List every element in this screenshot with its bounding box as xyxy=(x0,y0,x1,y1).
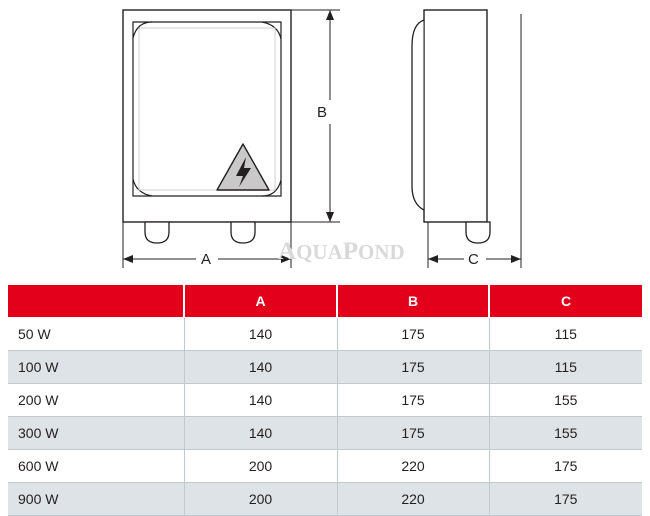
watermark-qua: QUA xyxy=(296,240,343,264)
cell-b: 220 xyxy=(337,450,489,483)
dimension-table xyxy=(8,285,642,516)
cell-b: 220 xyxy=(337,483,489,516)
table-header-row xyxy=(8,285,642,318)
cell-model: 200 W xyxy=(8,384,184,417)
cell-c: 115 xyxy=(489,351,642,384)
watermark-ond: OND xyxy=(358,240,405,264)
cell-model: 300 W xyxy=(8,417,184,450)
cell-a: 140 xyxy=(184,384,337,417)
column-header-c: C xyxy=(489,285,642,318)
cell-b: 175 xyxy=(337,351,489,384)
front-view-group xyxy=(123,10,291,243)
cell-c: 115 xyxy=(489,318,642,351)
watermark-p: P xyxy=(342,238,359,265)
cell-a: 140 xyxy=(184,417,337,450)
table-row xyxy=(8,351,642,384)
cell-c: 175 xyxy=(489,483,642,516)
table-row xyxy=(8,450,642,483)
cell-b: 175 xyxy=(337,318,489,351)
cell-model: 900 W xyxy=(8,483,184,516)
table-row xyxy=(8,384,642,417)
cell-model: 600 W xyxy=(8,450,184,483)
aquapond-watermark xyxy=(278,238,405,266)
side-view-group xyxy=(412,10,490,243)
column-header-model xyxy=(8,285,184,318)
table-row xyxy=(8,318,642,351)
watermark-a: A xyxy=(278,238,297,265)
dim-label-a: A xyxy=(201,251,212,268)
dim-label-b: B xyxy=(317,104,328,121)
cell-b: 175 xyxy=(337,384,489,417)
cell-c: 155 xyxy=(489,384,642,417)
dim-label-c: C xyxy=(468,251,479,268)
cell-a: 140 xyxy=(184,351,337,384)
column-header-b: B xyxy=(337,285,489,318)
cell-c: 155 xyxy=(489,417,642,450)
cell-c: 175 xyxy=(489,450,642,483)
table-row xyxy=(8,417,642,450)
cell-a: 140 xyxy=(184,318,337,351)
cell-a: 200 xyxy=(184,483,337,516)
cell-a: 200 xyxy=(184,450,337,483)
column-header-a: A xyxy=(184,285,337,318)
table-row xyxy=(8,483,642,516)
cell-model: 50 W xyxy=(8,318,184,351)
cell-b: 175 xyxy=(337,417,489,450)
cell-model: 100 W xyxy=(8,351,184,384)
